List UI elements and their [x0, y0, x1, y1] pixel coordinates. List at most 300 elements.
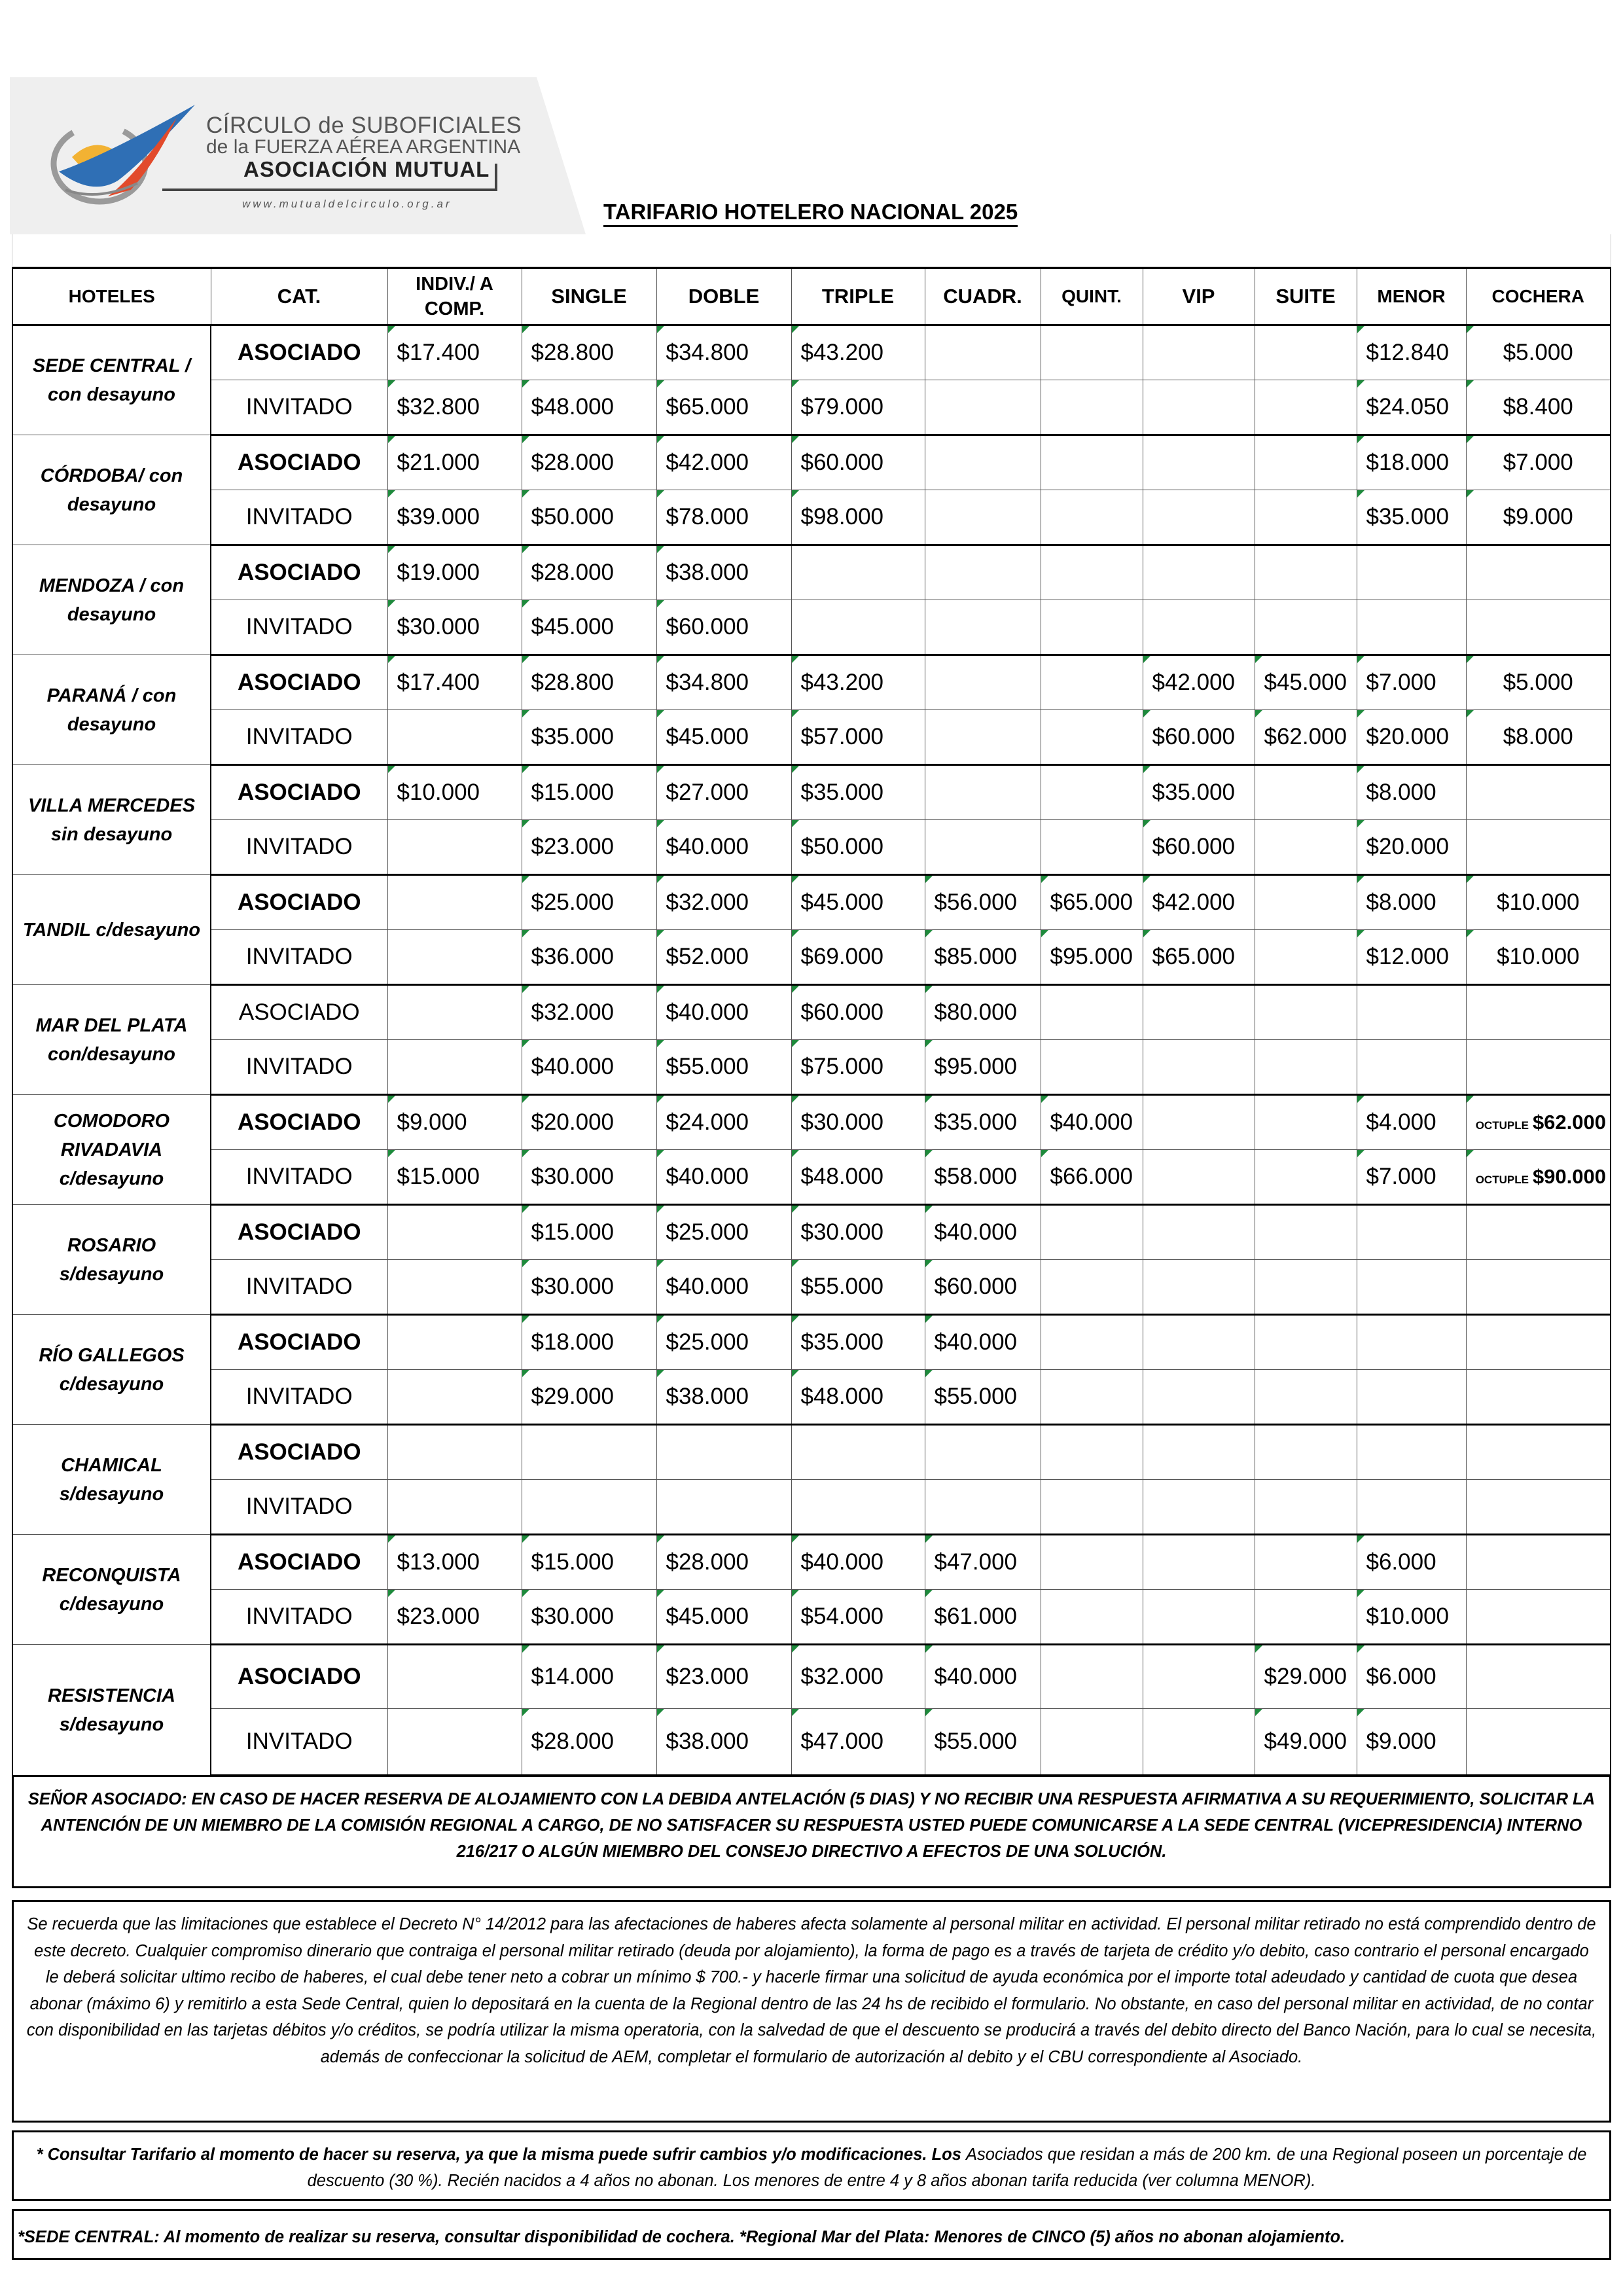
cochera-price-cell [1466, 1590, 1611, 1645]
table-row [12, 1645, 1611, 1709]
indiv-price-cell: $15.000 [387, 1150, 522, 1205]
cuadr-price-cell [925, 545, 1041, 600]
single-price-cell: $14.000 [522, 1645, 656, 1709]
doble-price-cell: $40.000 [656, 1260, 791, 1315]
category-cell: ASOCIADO [211, 1645, 387, 1709]
cuadr-price-cell [925, 1480, 1041, 1535]
cuadr-price-cell: $95.000 [925, 1040, 1041, 1095]
doble-price-cell [656, 1480, 791, 1535]
quint-price-cell [1041, 1425, 1143, 1480]
cuadr-price-cell: $35.000 [925, 1095, 1041, 1150]
cochera-price-cell [1466, 1315, 1611, 1370]
cuadr-price-cell [925, 490, 1041, 545]
doble-price-cell [656, 1425, 791, 1480]
vip-price-cell [1143, 600, 1255, 655]
menor-price-cell: $12.000 [1357, 930, 1466, 985]
menor-price-cell [1357, 545, 1466, 600]
indiv-price-cell [387, 1260, 522, 1315]
menor-price-cell: $18.000 [1357, 435, 1466, 490]
indiv-price-cell [387, 1425, 522, 1480]
quint-price-cell [1041, 1370, 1143, 1425]
hotel-name-cell: SEDE CENTRAL / con desayuno [12, 325, 211, 435]
cochera-price-cell [1466, 1370, 1611, 1425]
suite-price-cell [1255, 490, 1357, 545]
quint-price-cell [1041, 1709, 1143, 1776]
suite-price-cell [1255, 1480, 1357, 1535]
cochera-price-cell [1466, 1480, 1611, 1535]
menor-price-cell: $8.000 [1357, 875, 1466, 930]
indiv-price-cell [387, 1040, 522, 1095]
header-single: SINGLE [522, 268, 656, 325]
cochera-price-cell: $8.400 [1466, 380, 1611, 435]
cochera-price-cell [1466, 600, 1611, 655]
hotel-name-cell: RÍO GALLEGOS c/desayuno [12, 1315, 211, 1425]
suite-price-cell [1255, 1260, 1357, 1315]
triple-price-cell: $35.000 [791, 1315, 925, 1370]
quint-price-cell [1041, 1040, 1143, 1095]
table-row [12, 435, 1611, 490]
single-price-cell: $28.000 [522, 545, 656, 600]
swoosh-logo-icon [46, 98, 196, 216]
vip-price-cell [1143, 1370, 1255, 1425]
category-cell: INVITADO [211, 600, 387, 655]
tariff-body [12, 325, 1611, 1776]
org-name-line3: ASOCIACIÓN MUTUAL [243, 157, 490, 181]
menor-price-cell: $12.840 [1357, 325, 1466, 380]
hotel-name-cell: CHAMICAL s/desayuno [12, 1425, 211, 1535]
doble-price-cell: $45.000 [656, 710, 791, 765]
note-consultar-bold: * Consultar Tarifario al momento de hacer su reserva, ya que la misma puede sufrir cambios y/o modificaciones. Los [36, 2145, 967, 2164]
single-price-cell: $48.000 [522, 380, 656, 435]
suite-price-cell [1255, 930, 1357, 985]
category-cell: INVITADO [211, 1480, 387, 1535]
single-price-cell: $32.000 [522, 985, 656, 1040]
header-vip: VIP [1143, 268, 1255, 325]
cochera-price-cell [1466, 765, 1611, 820]
suite-price-cell [1255, 325, 1357, 380]
table-row [12, 1425, 1611, 1480]
quint-price-cell: $65.000 [1041, 875, 1143, 930]
triple-price-cell: $43.200 [791, 325, 925, 380]
category-cell: ASOCIADO [211, 765, 387, 820]
table-row [12, 1535, 1611, 1590]
triple-price-cell: $48.000 [791, 1370, 925, 1425]
cochera-price-cell [1466, 1535, 1611, 1590]
vip-price-cell [1143, 1095, 1255, 1150]
vip-price-cell [1143, 1150, 1255, 1205]
suite-price-cell [1255, 985, 1357, 1040]
indiv-price-cell [387, 1645, 522, 1709]
menor-price-cell: $8.000 [1357, 765, 1466, 820]
single-price-cell: $15.000 [522, 1205, 656, 1260]
octuple-price: $62.000 [1532, 1111, 1606, 1134]
single-price-cell: $30.000 [522, 1260, 656, 1315]
single-price-cell: $40.000 [522, 1040, 656, 1095]
category-cell: INVITADO [211, 710, 387, 765]
suite-price-cell: $62.000 [1255, 710, 1357, 765]
cochera-price-cell: $5.000 [1466, 655, 1611, 710]
category-cell: ASOCIADO [211, 1535, 387, 1590]
single-price-cell: $36.000 [522, 930, 656, 985]
category-cell: INVITADO [211, 1150, 387, 1205]
menor-price-cell: $6.000 [1357, 1645, 1466, 1709]
hotel-name-cell: CÓRDOBA/ con desayuno [12, 435, 211, 545]
cuadr-price-cell [925, 380, 1041, 435]
hotel-name-cell: PARANÁ / con desayuno [12, 655, 211, 765]
doble-price-cell: $45.000 [656, 1590, 791, 1645]
triple-price-cell [791, 600, 925, 655]
cuadr-price-cell [925, 600, 1041, 655]
cuadr-price-cell [925, 325, 1041, 380]
suite-price-cell [1255, 1590, 1357, 1645]
menor-price-cell: $9.000 [1357, 1709, 1466, 1776]
doble-price-cell: $78.000 [656, 490, 791, 545]
triple-price-cell [791, 545, 925, 600]
category-cell: ASOCIADO [211, 875, 387, 930]
category-cell: ASOCIADO [211, 655, 387, 710]
indiv-price-cell [387, 820, 522, 875]
suite-price-cell [1255, 1315, 1357, 1370]
indiv-price-cell: $9.000 [387, 1095, 522, 1150]
vip-price-cell [1143, 1480, 1255, 1535]
table-row [12, 1370, 1611, 1425]
triple-price-cell: $47.000 [791, 1709, 925, 1776]
vip-price-cell: $42.000 [1143, 875, 1255, 930]
indiv-price-cell: $13.000 [387, 1535, 522, 1590]
doble-price-cell: $34.800 [656, 325, 791, 380]
doble-price-cell: $38.000 [656, 545, 791, 600]
cochera-price-cell: $7.000 [1466, 435, 1611, 490]
cuadr-price-cell: $47.000 [925, 1535, 1041, 1590]
indiv-price-cell [387, 710, 522, 765]
vip-price-cell [1143, 1590, 1255, 1645]
cochera-price-cell [1466, 1040, 1611, 1095]
category-cell: INVITADO [211, 490, 387, 545]
doble-price-cell: $40.000 [656, 985, 791, 1040]
triple-price-cell [791, 1425, 925, 1480]
indiv-price-cell [387, 1370, 522, 1425]
single-price-cell: $28.800 [522, 325, 656, 380]
indiv-price-cell: $19.000 [387, 545, 522, 600]
indiv-price-cell: $17.400 [387, 655, 522, 710]
quint-price-cell [1041, 1645, 1143, 1709]
triple-price-cell: $69.000 [791, 930, 925, 985]
quint-price-cell [1041, 985, 1143, 1040]
vip-price-cell [1143, 1709, 1255, 1776]
cuadr-price-cell: $58.000 [925, 1150, 1041, 1205]
doble-price-cell: $38.000 [656, 1709, 791, 1776]
cochera-price-cell [1466, 985, 1611, 1040]
hotel-name-cell: MENDOZA / con desayuno [12, 545, 211, 655]
indiv-price-cell: $39.000 [387, 490, 522, 545]
indiv-price-cell: $17.400 [387, 325, 522, 380]
category-cell: INVITADO [211, 380, 387, 435]
doble-price-cell: $52.000 [656, 930, 791, 985]
vip-price-cell [1143, 380, 1255, 435]
category-cell: INVITADO [211, 1040, 387, 1095]
table-row [12, 930, 1611, 985]
cuadr-price-cell [925, 820, 1041, 875]
cuadr-price-cell [925, 655, 1041, 710]
suite-price-cell [1255, 1370, 1357, 1425]
quint-price-cell [1041, 655, 1143, 710]
table-row [12, 985, 1611, 1040]
doble-price-cell: $28.000 [656, 1535, 791, 1590]
doble-price-cell: $60.000 [656, 600, 791, 655]
doble-price-cell: $32.000 [656, 875, 791, 930]
menor-price-cell [1357, 1425, 1466, 1480]
doble-price-cell: $25.000 [656, 1315, 791, 1370]
quint-price-cell [1041, 1480, 1143, 1535]
doble-price-cell: $65.000 [656, 380, 791, 435]
indiv-price-cell [387, 1315, 522, 1370]
suite-price-cell [1255, 1425, 1357, 1480]
suite-price-cell [1255, 435, 1357, 490]
tariff-table [12, 267, 1611, 1776]
triple-price-cell: $40.000 [791, 1535, 925, 1590]
octuple-label: OCTUPLE [1475, 1174, 1529, 1186]
vip-price-cell [1143, 1205, 1255, 1260]
quint-price-cell [1041, 710, 1143, 765]
cochera-price-cell [1466, 545, 1611, 600]
cuadr-price-cell: $40.000 [925, 1315, 1041, 1370]
cuadr-price-cell: $56.000 [925, 875, 1041, 930]
table-row [12, 765, 1611, 820]
vip-price-cell [1143, 1315, 1255, 1370]
indiv-price-cell: $30.000 [387, 600, 522, 655]
table-row [12, 1590, 1611, 1645]
menor-price-cell: $10.000 [1357, 1590, 1466, 1645]
doble-price-cell: $34.800 [656, 655, 791, 710]
indiv-price-cell [387, 930, 522, 985]
header-hoteles: HOTELES [12, 268, 211, 325]
triple-price-cell: $60.000 [791, 435, 925, 490]
triple-price-cell: $57.000 [791, 710, 925, 765]
single-price-cell: $15.000 [522, 1535, 656, 1590]
vip-price-cell [1143, 1645, 1255, 1709]
category-cell: INVITADO [211, 1260, 387, 1315]
triple-price-cell: $32.000 [791, 1645, 925, 1709]
cuadr-price-cell: $40.000 [925, 1645, 1041, 1709]
org-name-line2: de la FUERZA AÉREA ARGENTINA [206, 136, 521, 158]
doble-price-cell: $27.000 [656, 765, 791, 820]
category-cell: INVITADO [211, 930, 387, 985]
octuple-price: $90.000 [1532, 1165, 1606, 1188]
single-price-cell: $20.000 [522, 1095, 656, 1150]
hotel-name-cell: ROSARIO s/desayuno [12, 1205, 211, 1315]
category-cell: INVITADO [211, 1709, 387, 1776]
single-price-cell: $45.000 [522, 600, 656, 655]
header-cochera: COCHERA [1466, 268, 1611, 325]
triple-price-cell: $35.000 [791, 765, 925, 820]
vip-price-cell: $35.000 [1143, 765, 1255, 820]
category-cell: ASOCIADO [211, 325, 387, 380]
suite-price-cell [1255, 1535, 1357, 1590]
doble-price-cell: $24.000 [656, 1095, 791, 1150]
doble-price-cell: $42.000 [656, 435, 791, 490]
triple-price-cell: $45.000 [791, 875, 925, 930]
vip-price-cell [1143, 325, 1255, 380]
suite-price-cell [1255, 1150, 1357, 1205]
hotel-name-cell: VILLA MERCEDES sin desayuno [12, 765, 211, 875]
menor-price-cell: $7.000 [1357, 1150, 1466, 1205]
category-cell: INVITADO [211, 820, 387, 875]
cuadr-price-cell [925, 765, 1041, 820]
note-consultar-rest: Asociados que residan a más de 200 km. de una Regional poseen un porcentaje de descuento (30 %). Recién nacidos a 4 años no abonan. Los menores de entre 4 y 8 años abonan tarifa reducida (ver columna MENOR). [307, 2145, 1587, 2190]
quint-price-cell [1041, 600, 1143, 655]
quint-price-cell: $95.000 [1041, 930, 1143, 985]
indiv-price-cell: $10.000 [387, 765, 522, 820]
hotel-name-cell: COMODORO RIVADAVIA c/desayuno [12, 1095, 211, 1205]
quint-price-cell: $40.000 [1041, 1095, 1143, 1150]
quint-price-cell: $66.000 [1041, 1150, 1143, 1205]
cochera-price-cell [1466, 1645, 1611, 1709]
hotel-name-cell: RECONQUISTA c/desayuno [12, 1535, 211, 1645]
category-cell: INVITADO [211, 1590, 387, 1645]
triple-price-cell: $98.000 [791, 490, 925, 545]
menor-price-cell [1357, 1480, 1466, 1535]
cochera-price-cell [1466, 1260, 1611, 1315]
org-name-line1: CÍRCULO de SUBOFICIALES [206, 113, 522, 138]
single-price-cell [522, 1425, 656, 1480]
vip-price-cell: $65.000 [1143, 930, 1255, 985]
note-consultar-tarifario [12, 2130, 1611, 2201]
cochera-price-cell: $10.000 [1466, 875, 1611, 930]
cuadr-price-cell [925, 1425, 1041, 1480]
table-row [12, 710, 1611, 765]
menor-price-cell [1357, 1315, 1466, 1370]
single-price-cell: $18.000 [522, 1315, 656, 1370]
table-row [12, 1205, 1611, 1260]
quint-price-cell [1041, 1205, 1143, 1260]
single-price-cell: $15.000 [522, 765, 656, 820]
category-cell: ASOCIADO [211, 1095, 387, 1150]
header-triple: TRIPLE [791, 268, 925, 325]
single-price-cell: $25.000 [522, 875, 656, 930]
cuadr-price-cell: $40.000 [925, 1205, 1041, 1260]
cuadr-price-cell: $60.000 [925, 1260, 1041, 1315]
table-row [12, 1040, 1611, 1095]
empty-grid-row [12, 234, 1611, 267]
cochera-price-cell [1466, 1095, 1611, 1150]
header-indiv: INDIV./ A COMP. [387, 268, 522, 325]
cochera-price-cell [1466, 1150, 1611, 1205]
cuadr-price-cell: $55.000 [925, 1370, 1041, 1425]
suite-price-cell [1255, 875, 1357, 930]
quint-price-cell [1041, 545, 1143, 600]
menor-price-cell: $4.000 [1357, 1095, 1466, 1150]
cochera-price-cell: $5.000 [1466, 325, 1611, 380]
doble-price-cell: $40.000 [656, 1150, 791, 1205]
vip-price-cell: $42.000 [1143, 655, 1255, 710]
single-price-cell: $35.000 [522, 710, 656, 765]
triple-price-cell: $54.000 [791, 1590, 925, 1645]
doble-price-cell: $25.000 [656, 1205, 791, 1260]
header-menor: MENOR [1357, 268, 1466, 325]
quint-price-cell [1041, 490, 1143, 545]
menor-price-cell: $7.000 [1357, 655, 1466, 710]
quint-price-cell [1041, 1315, 1143, 1370]
vip-price-cell [1143, 985, 1255, 1040]
suite-price-cell: $29.000 [1255, 1645, 1357, 1709]
cuadr-price-cell: $80.000 [925, 985, 1041, 1040]
triple-price-cell: $50.000 [791, 820, 925, 875]
quint-price-cell [1041, 765, 1143, 820]
quint-price-cell [1041, 435, 1143, 490]
indiv-price-cell [387, 1709, 522, 1776]
quint-price-cell [1041, 1260, 1143, 1315]
octuple-label: OCTUPLE [1475, 1119, 1529, 1132]
suite-price-cell [1255, 820, 1357, 875]
header-suite: SUITE [1255, 268, 1357, 325]
quint-price-cell [1041, 1535, 1143, 1590]
table-row [12, 1150, 1611, 1205]
menor-price-cell [1357, 1370, 1466, 1425]
header-quint: QUINT. [1041, 268, 1143, 325]
single-price-cell: $28.000 [522, 1709, 656, 1776]
doble-price-cell: $23.000 [656, 1645, 791, 1709]
table-row [12, 875, 1611, 930]
cuadr-price-cell [925, 710, 1041, 765]
hotel-name-cell: TANDIL c/desayuno [12, 875, 211, 985]
indiv-price-cell: $32.800 [387, 380, 522, 435]
logo-rule [162, 188, 497, 191]
table-row [12, 325, 1611, 380]
suite-price-cell [1255, 545, 1357, 600]
vip-price-cell: $60.000 [1143, 820, 1255, 875]
hotel-name-cell: MAR DEL PLATA con/desayuno [12, 985, 211, 1095]
category-cell: ASOCIADO [211, 1315, 387, 1370]
document-title: TARIFARIO HOTELERO NACIONAL 2025 [603, 200, 1018, 227]
logo-rule-tick [495, 164, 497, 191]
indiv-price-cell [387, 1205, 522, 1260]
vip-price-cell [1143, 1535, 1255, 1590]
category-cell: ASOCIADO [211, 1205, 387, 1260]
vip-price-cell [1143, 490, 1255, 545]
header-doble: DOBLE [656, 268, 791, 325]
vip-price-cell [1143, 1425, 1255, 1480]
hotel-name-cell: RESISTENCIA s/desayuno [12, 1645, 211, 1776]
table-row [12, 545, 1611, 600]
cochera-price-cell: $9.000 [1466, 490, 1611, 545]
cuadr-price-cell: $55.000 [925, 1709, 1041, 1776]
header-cuadr: CUADR. [925, 268, 1041, 325]
menor-price-cell [1357, 600, 1466, 655]
table-row [12, 600, 1611, 655]
quint-price-cell [1041, 380, 1143, 435]
cochera-price-cell: $8.000 [1466, 710, 1611, 765]
table-row [12, 380, 1611, 435]
table-row [12, 655, 1611, 710]
menor-price-cell [1357, 985, 1466, 1040]
suite-price-cell [1255, 380, 1357, 435]
cuadr-price-cell [925, 435, 1041, 490]
vip-price-cell [1143, 1260, 1255, 1315]
category-cell: INVITADO [211, 1370, 387, 1425]
category-cell: ASOCIADO [211, 1425, 387, 1480]
category-cell: ASOCIADO [211, 435, 387, 490]
note-sede-central: *SEDE CENTRAL: Al momento de realizar su reserva, consultar disponibilidad de cochera. *Regional Mar del Plata: Menores de CINCO (5) años no abonan alojamiento. [12, 2209, 1611, 2260]
menor-price-cell: $35.000 [1357, 490, 1466, 545]
single-price-cell: $28.000 [522, 435, 656, 490]
vip-price-cell [1143, 435, 1255, 490]
menor-price-cell: $24.050 [1357, 380, 1466, 435]
cochera-price-cell [1466, 1425, 1611, 1480]
triple-price-cell [791, 1480, 925, 1535]
cochera-price-cell [1466, 1205, 1611, 1260]
table-header-row [12, 268, 1611, 325]
triple-price-cell: $48.000 [791, 1150, 925, 1205]
